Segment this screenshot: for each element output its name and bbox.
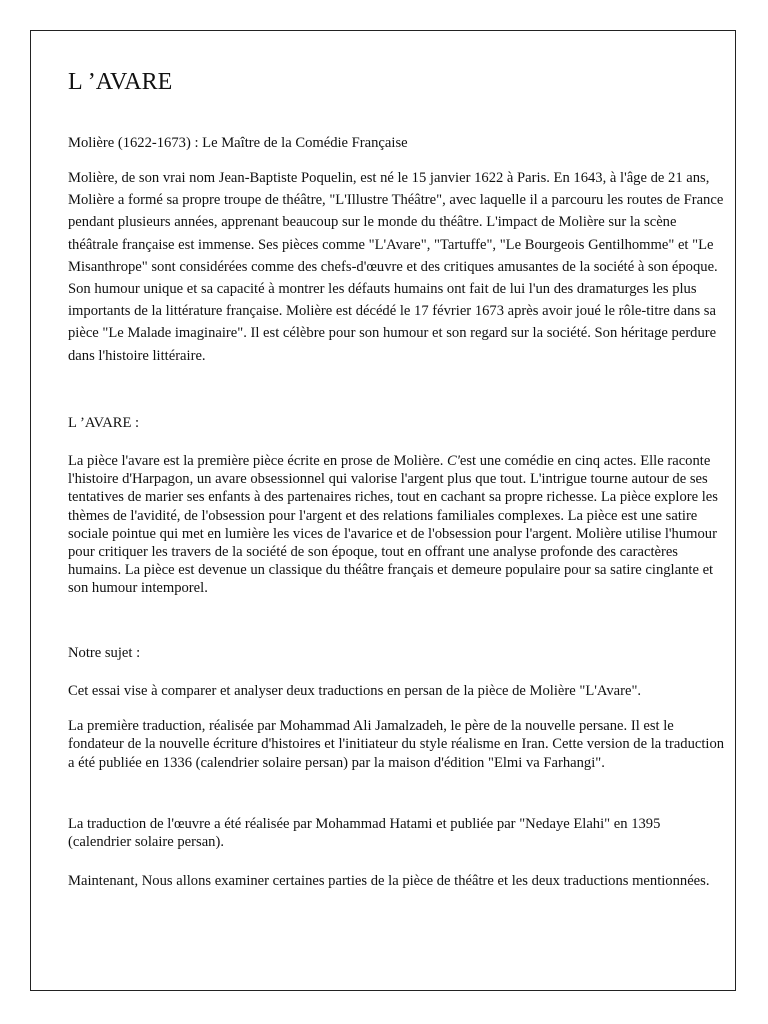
subject-paragraph: Cet essai vise à comparer et analyser deux traductions en persan de la pièce de Molière "L'Avare". [68, 683, 642, 699]
avare-summary-italic: C' [447, 453, 460, 469]
biography-paragraph: Molière, de son vrai nom Jean-Baptiste Poquelin, est né le 15 janvier 1622 à Paris. En 1643, à l'âge de 21 ans, Molière a formé sa propre troupe de théâtre, "L'Illustre Théâtre", avec laquelle il a parcouru les routes de France pendant plusieurs années, apprenant beaucoup sur le monde du théâtre. L'impact de Molière sur la scène théâtrale française est immense. Ses pièces comme "L'Avare", "Tartuffe", "Le Bourgeois Gentilhomme" et "Le Misanthrope" sont considérées comme des chefs-d'œuvre et des critiques amusantes de la société à son époque. Son humour unique et sa capacité à montrer les défauts humains ont fait de lui l'un des dramaturges les plus importants de la littérature française. Molière est décédé le 17 février 1673 après avoir joué le rôle-titre dans sa pièce "Le Malade imaginaire". Il est célèbre pour son humour et son regard sur la société. Son héritage perdure dans l'histoire littéraire. [68, 170, 724, 364]
author-subtitle: Molière (1622-1673) : Le Maître de la Comédie Française [68, 135, 408, 151]
document-page [30, 30, 736, 991]
avare-section-heading: L ’AVARE : [68, 415, 140, 431]
second-translation-paragraph: La traduction de l'œuvre a été réalisée par Mohammad Hatami et publiée par "Nedaye Elahi" en 1395 (calendrier solaire persan). [68, 816, 661, 851]
document-title: L ’AVARE [68, 69, 173, 95]
avare-summary-paragraph [68, 452, 725, 598]
avare-summary-start: La pièce l'avare est la première pièce écrite en prose de Molière. [68, 453, 448, 469]
conclusion-paragraph: Maintenant, Nous allons examiner certaines parties de la pièce de théâtre et les deux traductions mentionnées. [68, 873, 710, 889]
avare-summary-rest: est une comédie en cinq actes. Elle raconte l'histoire d'Harpagon, un avare obsessionnel qui valorise l'argent plus que tout. L'intrigue tourne autour de ses tentatives de marier ses enfants à des partenaires riches, tout en cachant sa propre richesse. La pièce explore les thèmes de l'avidité, de l'obsession pour l'argent et des relations familiales complexes. La pièce est une satire sociale pointue qui met en lumière les vices de l'avarice et de l'obsession pour l'argent. Molière utilise l'humour pour critiquer les travers de la société de son époque, tout en offrant une analyse profonde des caractères humains. La pièce est devenue un classique du théâtre français et demeure populaire pour sa satire cinglante et son humour intemporel. [68, 453, 718, 597]
first-translation-paragraph: La première traduction, réalisée par Mohammad Ali Jamalzadeh, le père de la nouvelle persane. Il est le fondateur de la nouvelle écriture d'histoires et l'initiateur du style réalisme en Iran. Cette version de la traduction a été publiée en 1336 (calendrier solaire persan) par la maison d'édition "Elmi va Farhangi". [68, 718, 725, 771]
subject-heading: Notre sujet : [68, 645, 141, 661]
